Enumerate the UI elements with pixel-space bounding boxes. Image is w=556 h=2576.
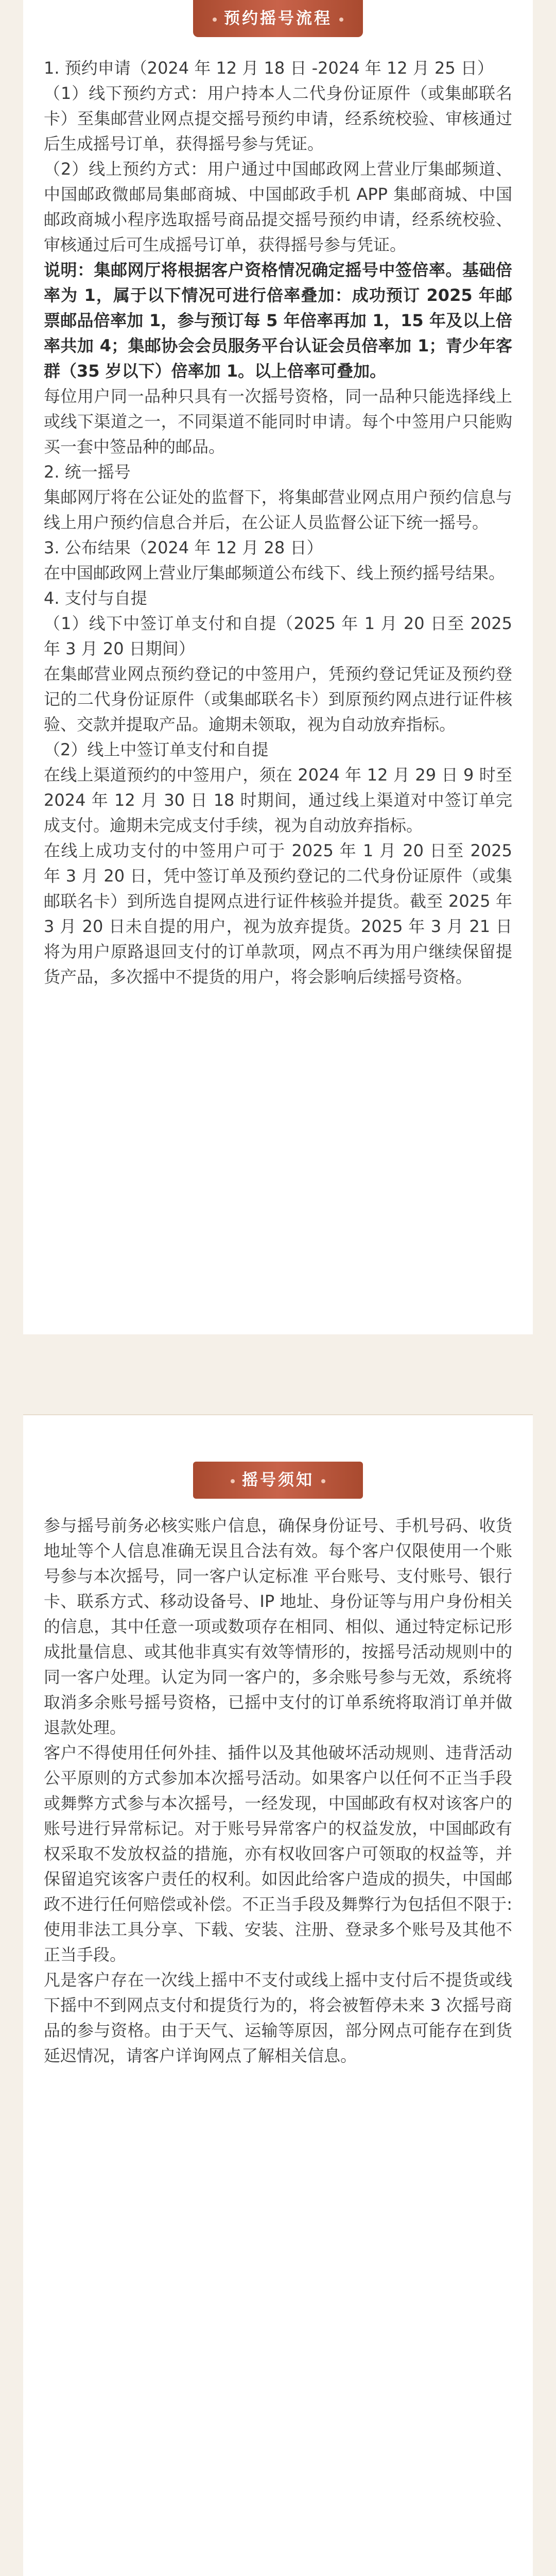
results-text: 在中国邮政网上营业厅集邮频道公布线下、线上预约摇号结果。 [44, 563, 506, 583]
section-title: 预约摇号流程 [224, 9, 332, 28]
reservation-process-card [23, 0, 533, 1334]
account-rules-text: 参与摇号前务必核实账户信息，确保身份证号、手机号码、收货地址等个人信息准确无误且合法有效。每个客户仅限使用一个账号参与本次摇号，同一客户认定标准 平台账号、支付账号、银行卡、联系方式、移动设备号、IP 地址、身份证等与用户身份相关的信息，其中任意一项或数项存在相同、相似、通过特定标记形成批量信息、或其他非真实有效等情形的，按摇号活动规则中的同一客户处理。认定为同一客户的，多余账号参与无效，系统将取消多余账号摇号资格，已摇中支付的订单系统将取消订单并做退款处理。 [44, 1516, 512, 1737]
online-pay-heading: （2）线上中签订单支付和自提 [44, 740, 269, 759]
step-3-heading: 3. 公布结果（2024 年 12 月 28 日） [44, 538, 323, 557]
one-chance-text: 每位用户同一品种只具有一次摇号资格，同一品种只能选择线上或线下渠道之一，不同渠道不能同时申请。每个中签用户只能购买一套中签品种的邮品。 [44, 386, 512, 456]
dot-decor-icon [339, 18, 343, 22]
section-title-banner [193, 1462, 363, 1499]
multiplier-note: 说明：集邮网厅将根据客户资格情况确定摇号中签倍率。基础倍率为 1，属于以下情况可进行倍率叠加：成功预订 2025 年邮票邮品倍率加 1，参与预订每 5 年倍率再加 1，15 年及以上倍率共加 4；集邮协会会员服务平台认证会员倍率加 1；青少年客群（35 岁以下）倍率加 1。以上倍率可叠加。 [44, 260, 512, 381]
fair-play-text: 客户不得使用任何外挂、插件以及其他破坏活动规则、违背活动公平原则的方式参加本次摇号活动。如果客户以任何不正当手段或舞弊方式参与本次摇号，一经发现，中国邮政有权对该客户的账号进行异常标记。对于账号异常客户的权益发放，中国邮政有权采取不发放权益的措施，亦有权收回客户可领取的权益等，并保留追究该客户责任的权利。如因此给客户造成的损失，中国邮政不进行任何赔偿或补偿。不正当手段及舞弊行为包括但不限于: 使用非法工具分享、下载、安装、注册、登录多个账号及其他不正当手段。 [44, 1743, 512, 1964]
online-pay-text: 在线上渠道预约的中签用户，须在 2024 年 12 月 29 日 9 时至 2024 年 12 月 30 日 18 时期间，通过线上渠道对中签订单完成支付。逾期未完成支付手续，视为自动放弃指标。 [44, 765, 512, 835]
offline-reservation-text: （1）线下预约方式：用户持本人二代身份证原件（或集邮联名卡）至集邮营业网点提交摇号预约申请，经系统校验、审核通过后生成摇号订单，获得摇号参与凭证。 [44, 83, 512, 154]
online-pickup-text: 在线上成功支付的中签用户可于 2025 年 1 月 20 日至 2025 年 3 月 20 日，凭中签订单及预约登记的二代身份证原件（或集邮联名卡）到所选自提网点进行证件核验并提货。截至 2025 年 3 月 20 日未自提的用户，视为放弃提货。2025 年 3 月 21 日将为用户原路退回支付的订单款项，网点不再为用户继续保留提货产品，多次摇中不提货的用户，将会影响后续摇号资格。 [44, 841, 512, 987]
dot-decor-icon [321, 1479, 325, 1483]
step-1-heading: 1. 预约申请（2024 年 12 月 18 日 -2024 年 12 月 25 日） [44, 58, 494, 78]
offline-pay-heading: （1）线下中签订单支付和自提（2025 年 1 月 20 日至 2025 年 3 月 20 日期间） [44, 614, 512, 658]
draw-notice-card [23, 1414, 533, 2576]
step-4-heading: 4. 支付与自提 [44, 588, 147, 608]
online-reservation-text: （2）线上预约方式：用户通过中国邮政网上营业厅集邮频道、中国邮政微邮局集邮商城、中国邮政手机 APP 集邮商城、中国邮政商城小程序选取摇号商品提交摇号预约申请，经系统校验、审核通过后可生成摇号订单，获得摇号参与凭证。 [44, 159, 512, 255]
unified-draw-text: 集邮网厅将在公证处的监督下，将集邮营业网点用户预约信息与线上用户预约信息合并后，在公证人员监督公证下统一摇号。 [44, 487, 512, 532]
dot-decor-icon [231, 1479, 235, 1483]
section-title-banner [193, 0, 363, 37]
section-title: 摇号须知 [242, 1471, 314, 1489]
process-content [44, 56, 512, 990]
offline-pay-text: 在集邮营业网点预约登记的中签用户，凭预约登记凭证及预约登记的二代身份证原件（或集邮联名卡）到原预约网点进行证件核验、交款并提取产品。逾期未领取，视为自动放弃指标。 [44, 664, 512, 734]
suspension-text: 凡是客户存在一次线上摇中不支付或线上摇中支付后不提货或线下摇中不到网点支付和提货行为的，将会被暂停未来 3 次摇号商品的参与资格。由于天气、运输等原因，部分网点可能存在到货延迟情况，请客户详询网点了解相关信息。 [44, 1970, 512, 2065]
dot-decor-icon [213, 18, 217, 22]
step-2-heading: 2. 统一摇号 [44, 462, 131, 482]
notice-content [44, 1513, 512, 2069]
top-divider [23, 1414, 533, 1415]
